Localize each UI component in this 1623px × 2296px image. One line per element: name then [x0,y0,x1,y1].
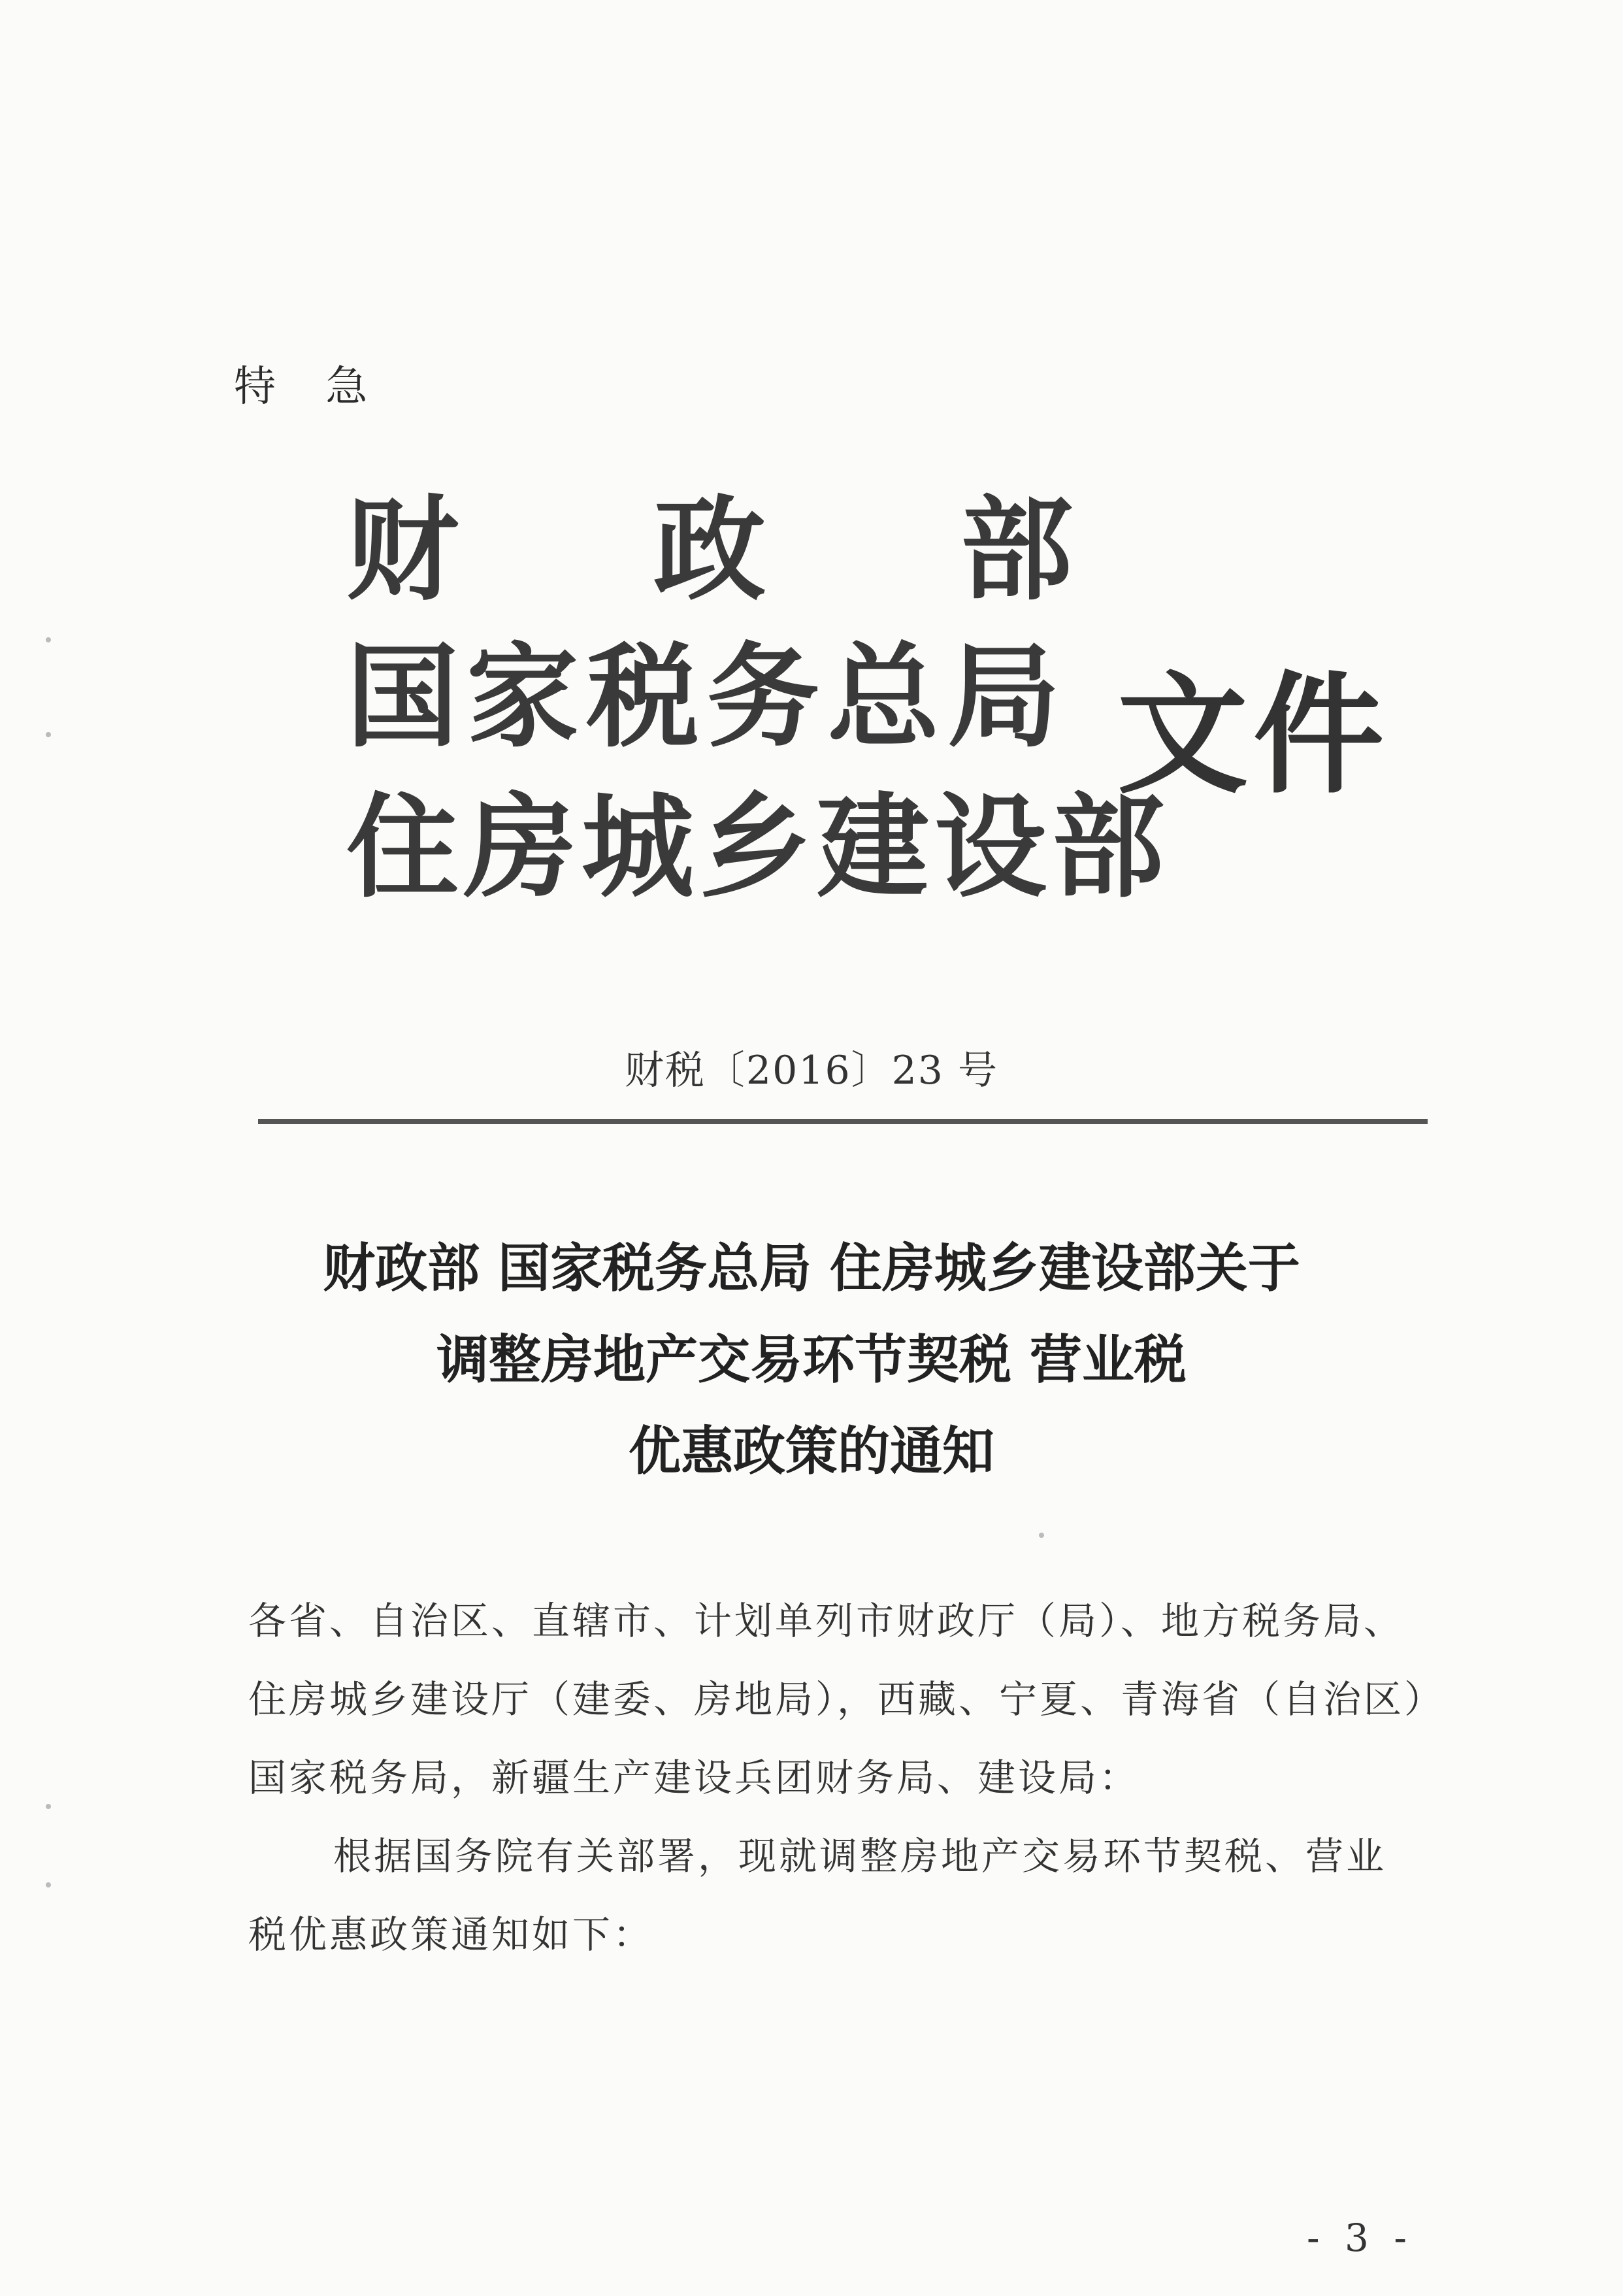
document-number: 财税〔2016〕23 号 [624,1048,999,1093]
recipients-line-2: 住房城乡建设厅（建委、房地局），西藏、宁夏、青海省（自治区） [248,1677,1445,1722]
scan-speck [46,637,51,642]
header-divider [258,1119,1428,1124]
recipients-line-1: 各省、自治区、直辖市、计划单列市财政厅（局）、地方税务局、 [248,1599,1405,1643]
issuer-char-3: 部 [960,483,1073,616]
scan-speck [46,1882,51,1888]
scan-speck [46,1804,51,1809]
document-body [248,1582,1445,1974]
issuer-char-1: 财 [346,483,459,616]
recipients-line-3: 国家税务局，新疆生产建设兵团财务局、建设局： [248,1755,1140,1800]
scan-speck [1039,1533,1044,1538]
scan-speck [46,732,51,737]
title-line-2: 调整房地产交易环节契税 营业税 [436,1329,1187,1390]
urgency-label: 特 急 [234,363,386,411]
page-number: - 3 - [1307,2216,1413,2260]
document-title [0,1222,1623,1497]
issuer-char-2: 政 [653,483,766,616]
issuer-line-3: 住房城乡建设部 [346,780,1170,913]
title-line-3: 优惠政策的通知 [629,1420,994,1482]
issuer-line-2: 国家税务总局 [346,630,1068,763]
title-line-1: 财政部 国家税务总局 住房城乡建设部关于 [323,1237,1300,1299]
document-suffix: 文件 [1117,658,1390,812]
intro-line-2: 税优惠政策通知如下： [248,1912,654,1957]
intro-line-1: 根据国务院有关部署，现就调整房地产交易环节契税、营业 [333,1834,1387,1878]
